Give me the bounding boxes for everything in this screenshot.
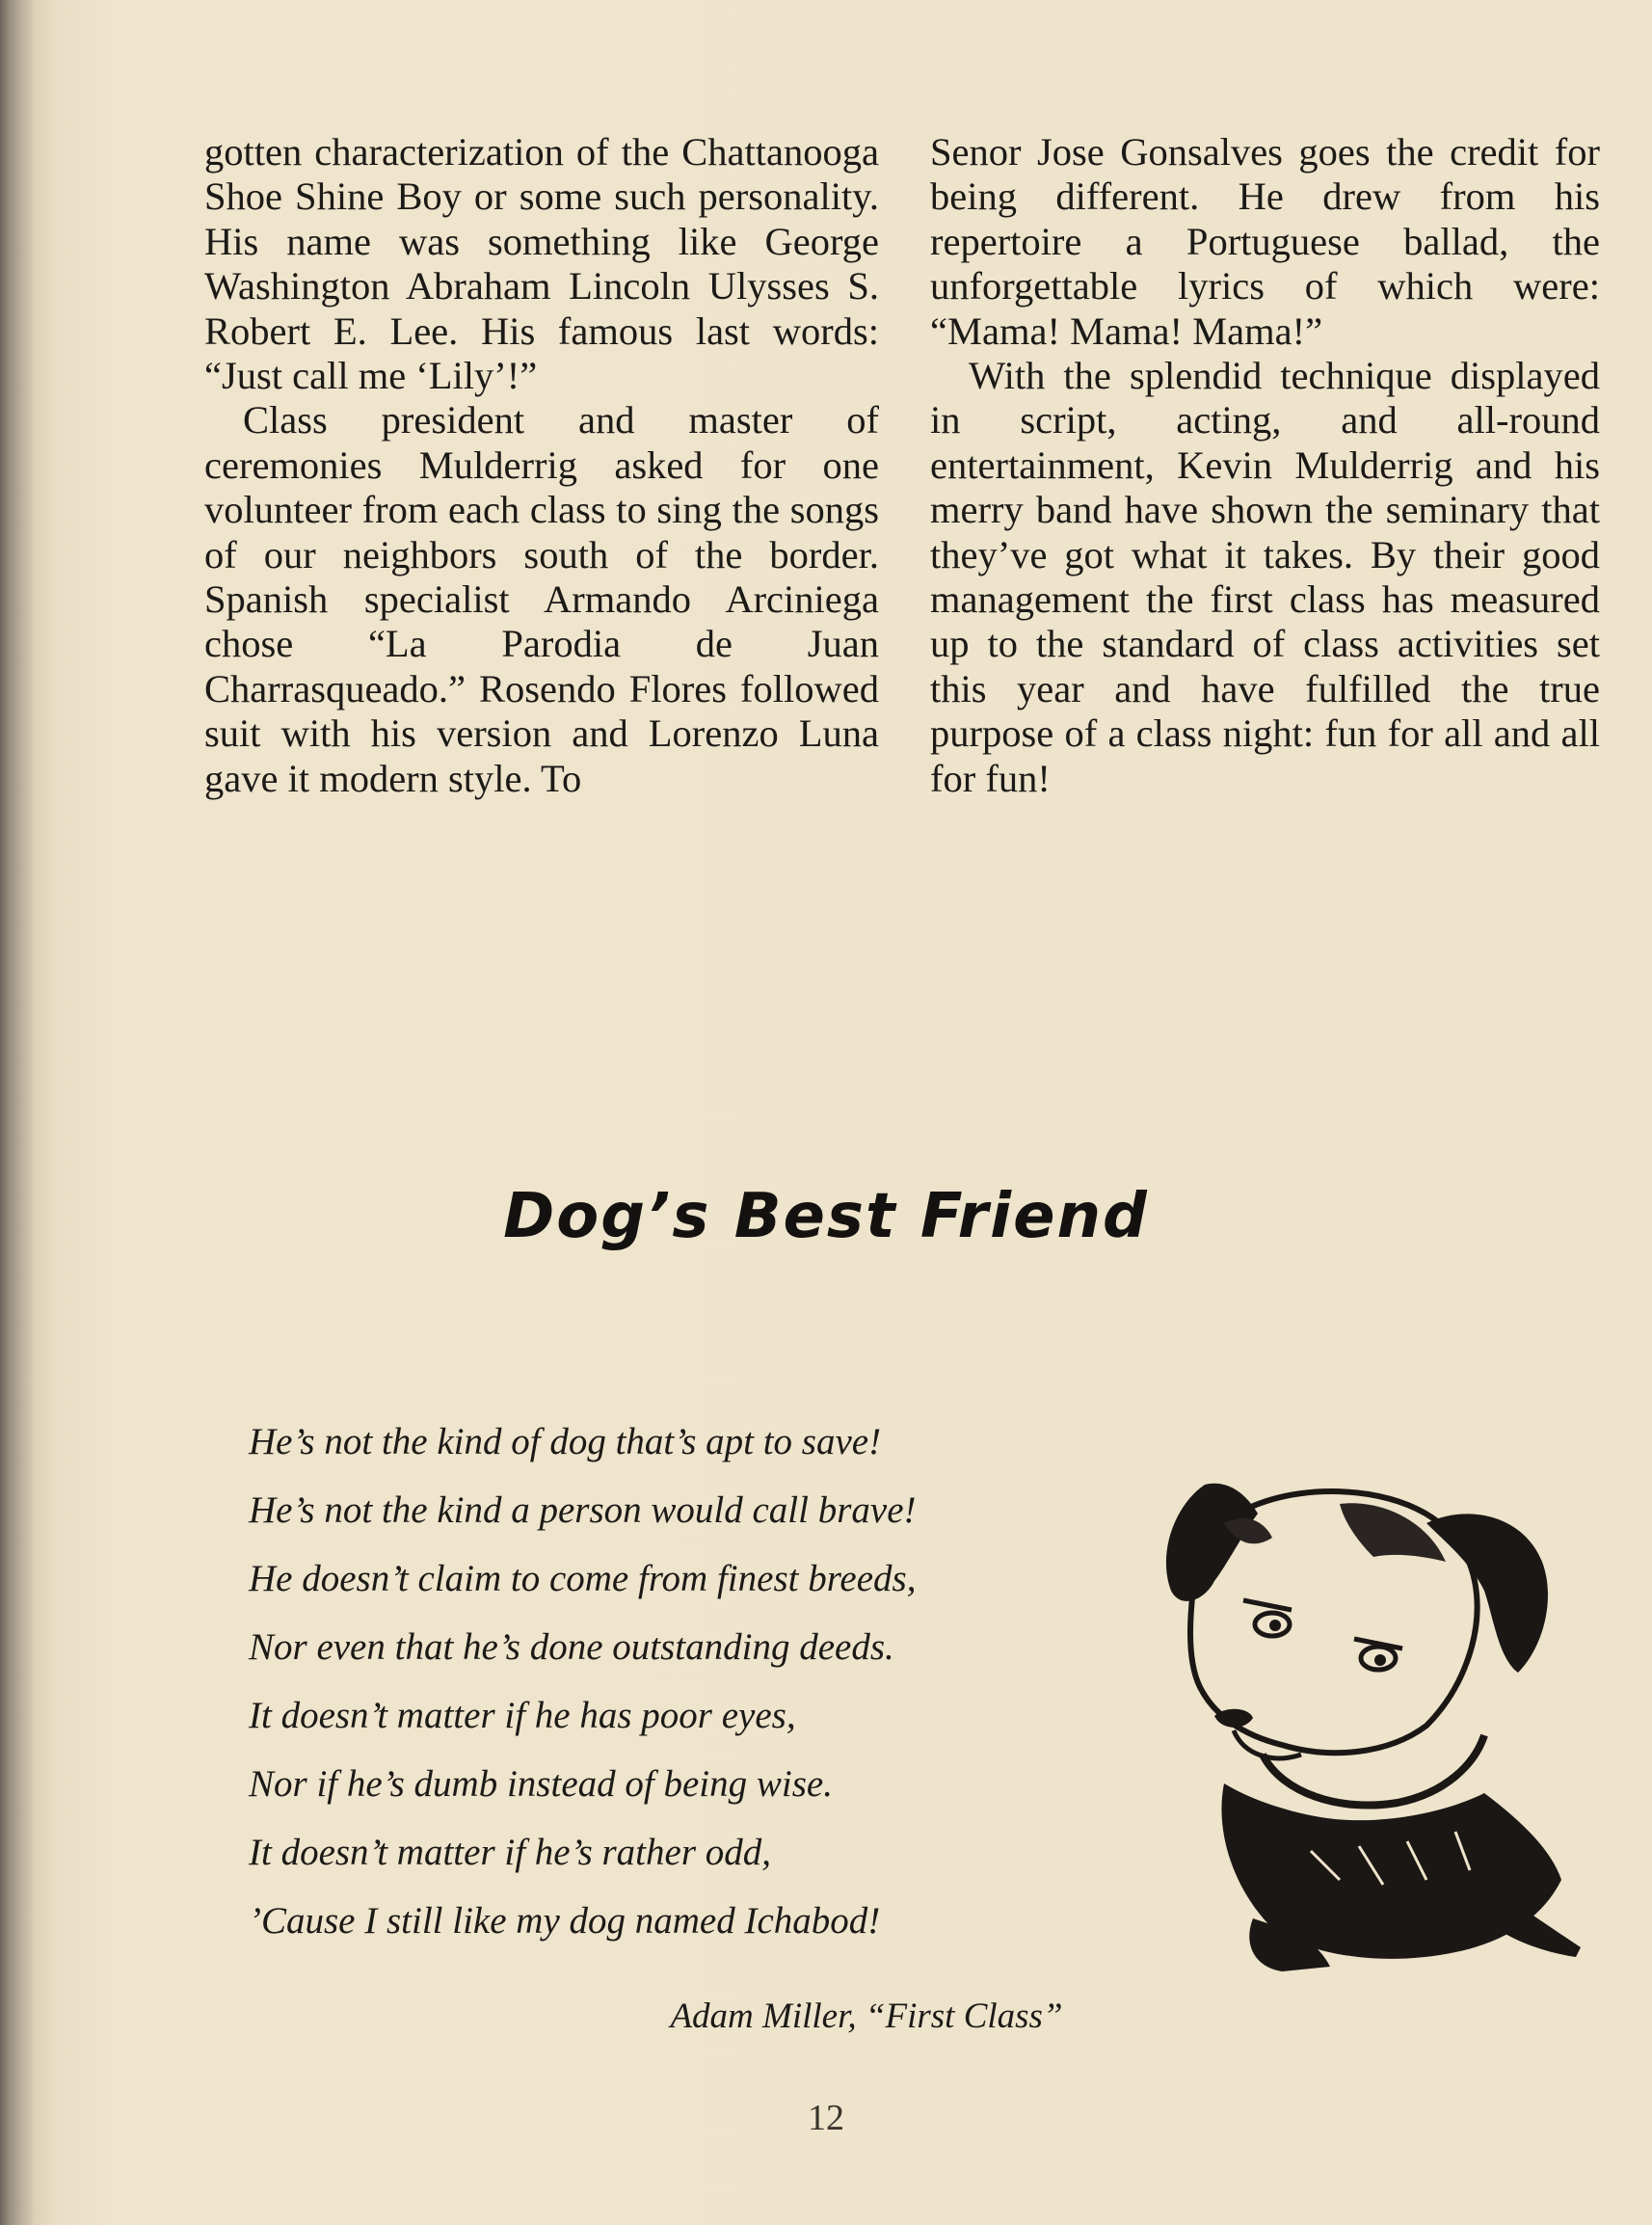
- poem-line: Nor if he’s dumb instead of being wise.: [249, 1763, 833, 1805]
- poem-author: Adam Miller, “First Class”: [670, 1997, 1063, 2036]
- book-spine-shadow: [0, 0, 35, 2225]
- article-paragraph: Senor Jose Gonsalves goes the credit for being different. He drew from his repertoire a Portuguese ballad, the unforgettable lyrics of which were: “Mama! Mama! Mama!”: [930, 130, 1600, 353]
- poem-body: [249, 1407, 1116, 1955]
- poem-line: ’Cause I still like my dog named Ichabod!: [249, 1900, 881, 1942]
- poem-line: Nor even that he’s done outstanding deeds.: [249, 1626, 894, 1668]
- article-paragraph: Class president and master of ceremonies Mulderrig asked for one volunteer from each class to sing the songs of our neighbors south of the border. Spanish specialist Armando Arciniega chose “La Parodia de Juan Charrasqueado.” Rosendo Flores followed suit with his version and Lorenzo Luna gave it modern style. To: [204, 398, 879, 800]
- article-left-column: [204, 130, 879, 801]
- poem-line: He’s not the kind of dog that’s apt to save!: [249, 1421, 882, 1462]
- poem-line: It doesn’t matter if he has poor eyes,: [249, 1695, 796, 1736]
- poem-line: He doesn’t claim to come from finest breeds,: [249, 1558, 917, 1599]
- article-paragraph: With the splendid technique displayed in script, acting, and all-round entertainment, Kevin Mulderrig and his merry band have shown the seminary that they’ve got what it takes. By their good management the first class has measured up to the standard of class activities set this year and have fulfilled the true purpose of a class night: fun for all and all for fun!: [930, 354, 1600, 800]
- poem-title: Dog’s Best Friend: [503, 1181, 1149, 1252]
- poem-line: It doesn’t matter if he’s rather odd,: [249, 1832, 772, 1873]
- article-right-column: [930, 130, 1600, 801]
- poem-line: He’s not the kind a person would call brave!: [249, 1489, 917, 1531]
- page-number: 12: [808, 2098, 844, 2138]
- article-paragraph: gotten characterization of the Chattanooga Shoe Shine Boy or some such personality. His name was something like George Washington Abraham Lincoln Ulysses S. Robert E. Lee. His famous last words: “Just call me ‘Lily’!”: [204, 130, 879, 398]
- dog-sketch-icon: [1137, 1465, 1590, 1976]
